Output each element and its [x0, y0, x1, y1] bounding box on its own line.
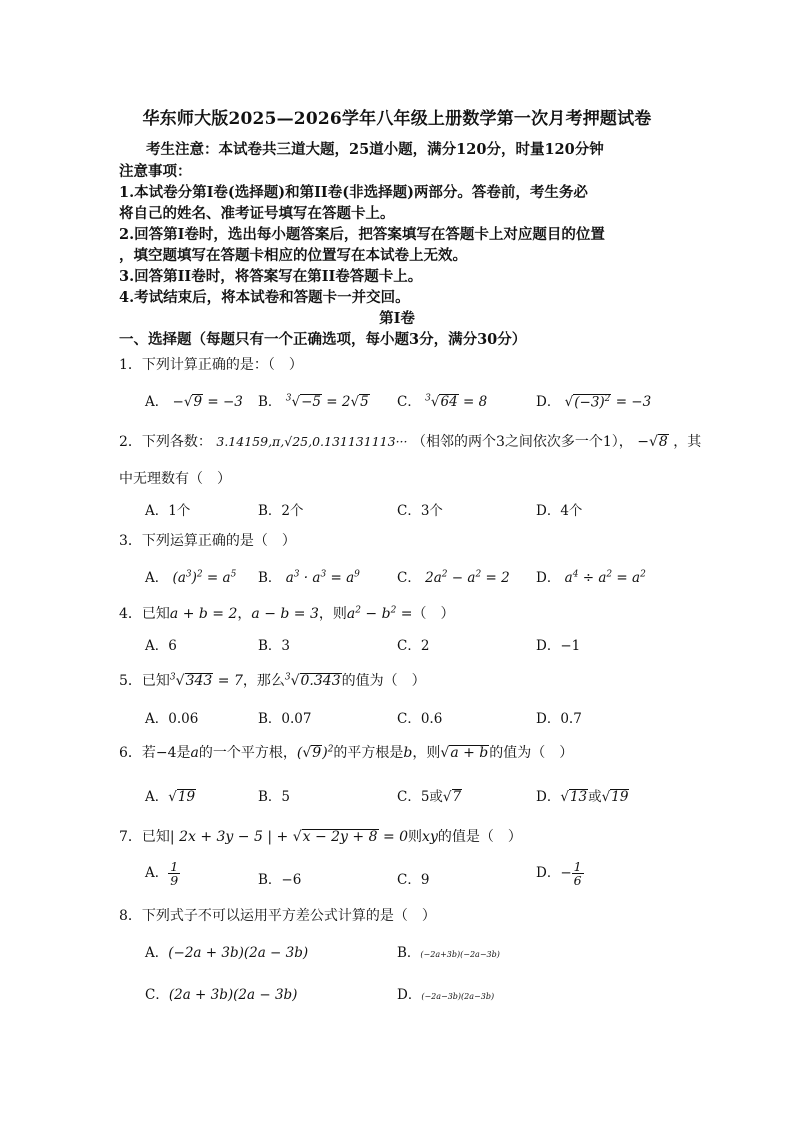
q2-option-b: B．2个: [258, 503, 304, 519]
stem-text: 的一个平方根，: [198, 745, 297, 761]
option-label: D．: [536, 789, 561, 805]
question-7-stem: 7．已知| 2x + 3y − 5 | + √x − 2y + 8 = 0则xy的值是（ ）: [119, 829, 522, 845]
q3-option-b: B． $a^3 \cdot a^3 = a^9$: [258, 569, 360, 586]
exam-notice: 考生注意：本试卷共三道大题，25道小题，满分120分，时量120分钟: [146, 141, 604, 158]
q4-option-a: A．6: [145, 638, 177, 654]
option-label: A．: [145, 789, 169, 805]
stem-text: 7．已知: [119, 829, 170, 845]
question-8-stem: 8．下列式子不可以运用平方差公式计算的是（ ）: [119, 908, 436, 924]
instruction-line: 将自己的姓名、准考证号填写在答题卡上。: [119, 205, 395, 222]
q3-option-a: A． $(a^3)^2 = a^5$: [145, 569, 237, 586]
q5-option-d: D．0.7: [536, 711, 582, 727]
option-label: A．: [145, 945, 169, 961]
question-2-stem-cont: 中无理数有（ ）: [119, 471, 231, 487]
q8-option-c: C．(2a + 3b)(2a − 3b): [145, 987, 298, 1003]
volume-heading: 第Ⅰ卷: [379, 310, 415, 327]
question-2-stem: 2．下列各数： 3.14159,π,√25,0.131131113··· （相邻的两个3之间依次多一个1）， −√8 ，其: [119, 434, 702, 450]
option-label: B．: [258, 570, 282, 586]
question-6-stem: 6．若−4是a的一个平方根，$(√9)^2$的平方根是b，则√a + b的值为（ ）: [119, 744, 574, 761]
option-label: D．−: [536, 865, 572, 882]
q2-option-d: D．4个: [536, 503, 583, 519]
stem-text: 6．若−4是: [119, 745, 191, 761]
stem-text: 的平方根是: [333, 745, 404, 761]
or-text: 或: [588, 789, 602, 805]
q5-option-b: B．0.07: [258, 711, 312, 727]
q8-option-d: D．(−2a−3b)(2a−3b): [397, 987, 495, 1003]
q1-option-a: A． −√9 = −3: [145, 394, 243, 410]
q5-option-c: C．0.6: [397, 711, 443, 727]
stem-text: （相邻的两个3之间依次多一个1），: [411, 434, 633, 450]
q4-option-b: B．3: [258, 638, 291, 654]
question-5-stem: 5．已知$^3$√343 = 7，那么$^3$√0.343的值为（ ）: [119, 672, 426, 689]
q6-option-b: B．5: [258, 789, 291, 805]
q7-option-b: B．−6: [258, 872, 302, 888]
q4-option-c: C．2: [397, 638, 430, 654]
stem-text: 则: [408, 829, 423, 845]
option-label: C．: [397, 570, 421, 586]
instruction-line: 1.本试卷分第Ⅰ卷(选择题)和第II卷(非选择题)两部分。答卷前，考生务必: [119, 184, 588, 201]
option-label: B．: [397, 945, 421, 961]
q7-option-a: A． $\frac{1}{9}$: [145, 859, 179, 889]
q5-option-a: A．0.06: [145, 711, 199, 727]
q8-option-b: B．(−2a+3b)(−2a−3b): [397, 945, 500, 961]
stem-text: ，则: [412, 745, 441, 761]
option-label: B．: [258, 394, 282, 410]
q6-option-d: D．√13或√19: [536, 789, 629, 805]
stem-text: 的值是（ ）: [437, 829, 522, 845]
q1-option-b: B． $^3$√−5 = 2√5: [258, 393, 369, 410]
q6-option-a: A．√19: [145, 789, 196, 805]
exam-title: 华东师大版2025—2026学年八年级上册数学第一次月考押题试卷: [142, 109, 652, 129]
stem-text: ，则: [318, 606, 347, 622]
stem-text: ，其: [673, 434, 702, 450]
q1-option-c: C． $^3$√64 = 8: [397, 393, 488, 410]
option-label: C．: [397, 394, 421, 410]
option-label: D．: [536, 570, 561, 586]
option-label: C．: [145, 987, 169, 1003]
q6-option-c: C．5或√7: [397, 789, 462, 805]
q3-option-c: C． $2a^2 - a^2 = 2$: [397, 569, 510, 586]
stem-text: 2．下列各数：: [119, 434, 212, 450]
instruction-line: 2.回答第Ⅰ卷时，选出每小题答案后，把答案填写在答题卡上对应题目的位置: [119, 226, 605, 243]
q7-option-c: C．9: [397, 872, 430, 888]
question-1-stem: 1．下列计算正确的是：（ ）: [119, 357, 303, 373]
q7-option-d: D．− $\frac{1}{6}$: [536, 859, 582, 889]
instruction-line: 4.考试结束后，将本试卷和答题卡一并交回。: [119, 289, 410, 306]
option-label: A．: [145, 865, 169, 882]
q3-option-d: D． $a^4 \div a^2 = a^2$: [536, 569, 646, 586]
instructions-heading: 注意事项：: [119, 163, 192, 180]
instruction-line: ，填空题填写在答题卡相应的位置写在本试卷上无效。: [119, 247, 467, 264]
question-3-stem: 3．下列运算正确的是（ ）: [119, 533, 296, 549]
q8-option-a: A．(−2a + 3b)(2a − 3b): [145, 945, 309, 961]
q2-option-a: A．1个: [145, 503, 191, 519]
stem-text: 4．已知: [119, 606, 170, 622]
stem-text: 5．已知: [119, 673, 170, 689]
section-heading: 一、选择题（每题只有一个正确选项，每小题3分，满分30分）: [119, 331, 527, 348]
instruction-line: 3.回答第II卷时，将答案写在第II卷答题卡上。: [119, 268, 423, 285]
stem-text: ，那么: [242, 673, 285, 689]
option-label: D．: [397, 987, 422, 1003]
stem-text: ，: [237, 606, 252, 622]
option-label: A．: [145, 394, 169, 410]
q4-option-d: D．−1: [536, 638, 581, 654]
number-list: 3.14159,π,√25,0.131131113···: [216, 434, 408, 449]
option-label: A．: [145, 570, 169, 586]
stem-text: 的值为（ ）: [489, 745, 574, 761]
stem-text: 的值为（ ）: [341, 673, 426, 689]
option-label: D．: [536, 394, 561, 410]
q1-option-d: D． $√(-3)^2 = -3$: [536, 393, 652, 410]
question-4-stem: 4．已知a + b = 2，a − b = 3，则$a^2 - b^2$ =（ ）: [119, 605, 455, 622]
stem-text: （ ）: [412, 606, 455, 622]
q2-option-c: C．3个: [397, 503, 443, 519]
option-label: C．5或: [397, 789, 443, 805]
